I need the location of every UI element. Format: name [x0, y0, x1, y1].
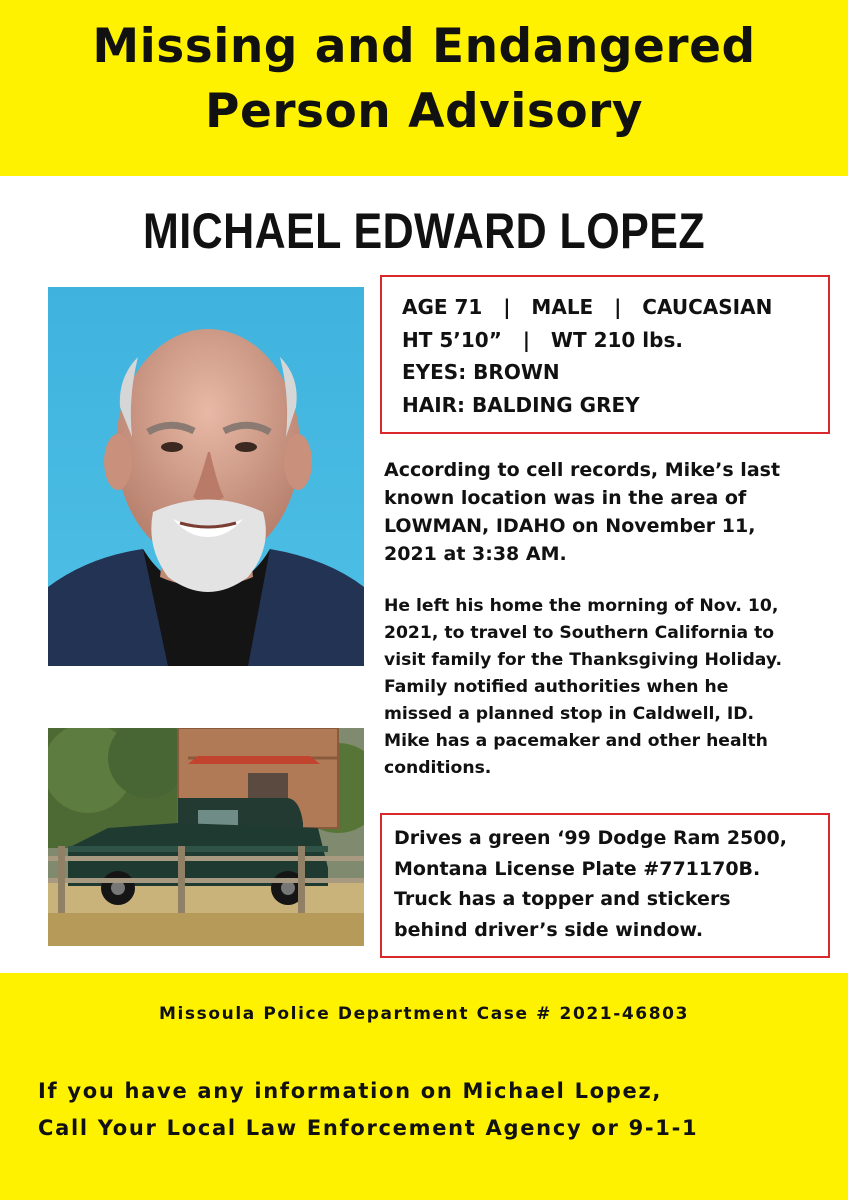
details-line: conditions.: [384, 758, 492, 778]
person-name: MICHAEL EDWARD LOPEZ: [142, 203, 706, 259]
physical-description-box: [380, 275, 830, 434]
advisory-title-line1: Missing and Endangered: [92, 19, 756, 74]
details-line: He left his home the morning of Nov. 10,: [384, 596, 779, 616]
advisory-title: [0, 14, 848, 144]
vehicle-line: Drives a green ‘99 Dodge Ram 2500,: [394, 827, 787, 849]
stats-hair: HAIR: BALDING GREY: [402, 392, 640, 417]
details-line: Mike has a pacemaker and other health: [384, 731, 768, 751]
vehicle-line: Montana License Plate #771170B.: [394, 857, 761, 880]
vehicle-line: behind driver’s side window.: [394, 918, 704, 941]
stats-eyes: EYES: BROWN: [402, 360, 560, 384]
details-line: Family notified authorities when he: [384, 677, 729, 697]
details-text: [384, 593, 834, 782]
case-number: Missoula Police Department Case # 2021-46803: [158, 1004, 690, 1024]
stats-height-weight: HT 5’10” | WT 210 lbs.: [402, 327, 683, 352]
last-known-line: LOWMAN, IDAHO on November 11,: [384, 515, 756, 537]
cta-line2: Call Your Local Law Enforcement Agency or 9-1-1: [38, 1116, 699, 1140]
truck-photo: [48, 728, 364, 946]
stats-age-sex-race: AGE 71 | MALE | CAUCASIAN: [402, 295, 773, 319]
last-known-location-text: [384, 456, 824, 568]
cta-line1: If you have any information on Michael Lopez,: [38, 1079, 663, 1103]
details-line: 2021, to travel to Southern California to: [384, 623, 775, 643]
call-to-action: [38, 1073, 838, 1147]
vehicle-description-box: [380, 813, 830, 958]
last-known-line: known location was in the area of: [384, 487, 747, 509]
portrait-photo: [48, 287, 364, 666]
vehicle-line: Truck has a topper and stickers: [394, 888, 731, 910]
details-line: missed a planned stop in Caldwell, ID.: [384, 704, 755, 724]
advisory-title-line2: Person Advisory: [205, 84, 643, 139]
last-known-line: 2021 at 3:38 AM.: [384, 543, 567, 565]
details-line: visit family for the Thanksgiving Holiday.: [384, 650, 782, 670]
last-known-line: According to cell records, Mike’s last: [384, 459, 781, 481]
